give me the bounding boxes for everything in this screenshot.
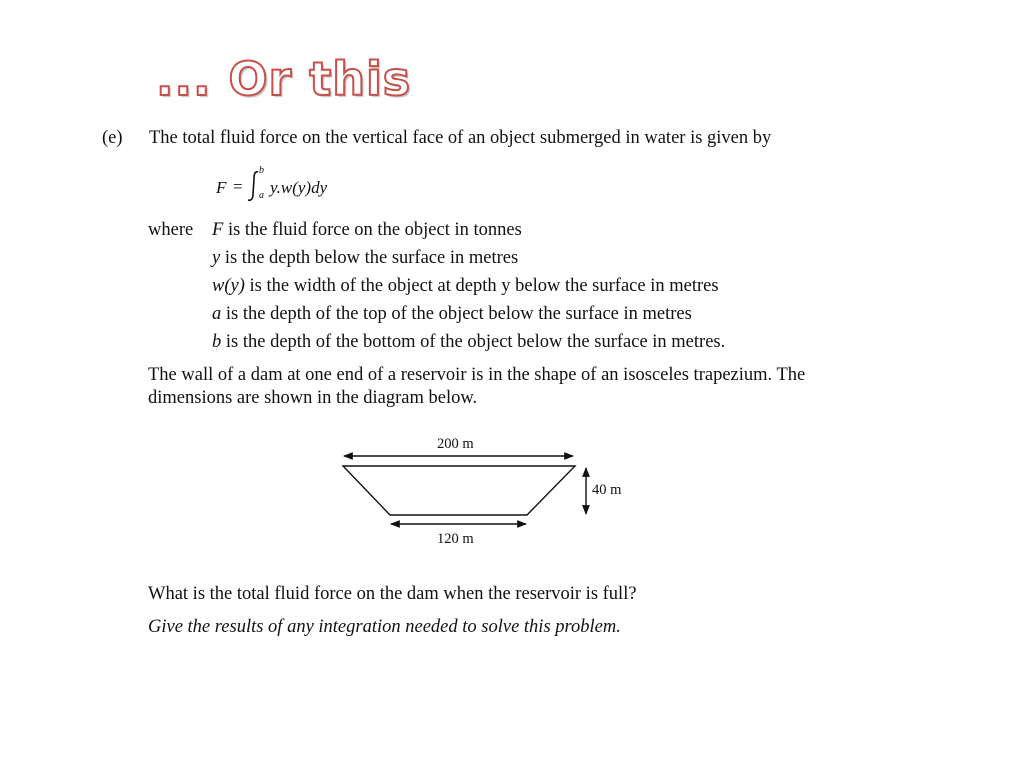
definition-item — [212, 219, 522, 241]
formula-lower-limit: a — [259, 190, 264, 201]
description-line-1: The wall of a dam at one end of a reservoir is in the shape of an isosceles trapezium. The — [148, 365, 806, 385]
formula-lhs: F — [216, 178, 227, 197]
definition-symbol: b — [212, 332, 222, 352]
definition-text: is the width of the object at depth y below the surface in metres — [249, 276, 719, 296]
formula-equals: = — [233, 177, 243, 196]
instruction-text: Give the results of any integration needed to solve this problem. — [148, 617, 621, 637]
formula-upper-limit: b — [259, 165, 264, 176]
definition-item — [212, 303, 692, 325]
question-label: (e) — [102, 128, 123, 148]
definition-text: is the depth of the bottom of the object below the surface in metres. — [225, 332, 726, 352]
definition-symbol: w(y) — [212, 276, 245, 296]
where-label: where — [148, 220, 194, 240]
bottom-width-label: 120 m — [437, 531, 474, 547]
top-width-label: 200 m — [437, 436, 474, 452]
definition-item — [212, 247, 518, 269]
definition-text: is the depth below the surface in metres — [224, 248, 519, 268]
definition-item — [212, 331, 725, 353]
slide-title: ... Or this — [156, 52, 412, 106]
definition-symbol: F — [212, 220, 224, 240]
definition-symbol: a — [212, 304, 222, 324]
definition-text: is the depth of the top of the object below the surface in metres — [225, 304, 692, 324]
formula-integrand: y.w(y)dy — [270, 178, 328, 197]
definition-item — [212, 275, 719, 297]
question-text: What is the total fluid force on the dam when the reservoir is full? — [148, 584, 637, 604]
definition-symbol: y — [212, 248, 221, 268]
description-line-2: dimensions are shown in the diagram below. — [148, 388, 478, 408]
height-label: 40 m — [592, 482, 622, 498]
dam-wall-trapezium — [343, 466, 575, 515]
question-intro: The total fluid force on the vertical face of an object submerged in water is given by — [149, 128, 772, 148]
definition-text: is the fluid force on the object in tonnes — [227, 220, 522, 240]
